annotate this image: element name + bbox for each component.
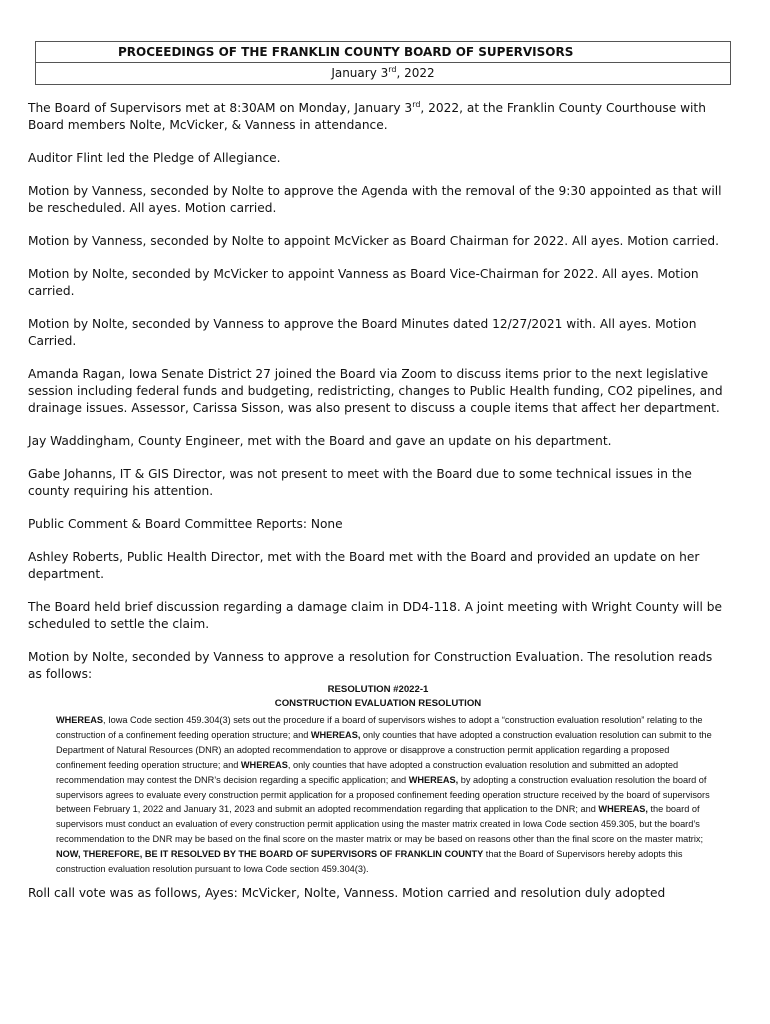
- resolution-clause: , only counties that have adopted a construction evaluation resolution and submitted an adopted recommendation may contest the DNR’s decision regarding a specific application; and: [56, 759, 679, 785]
- whereas-keyword: WHEREAS,: [598, 804, 648, 815]
- document-title: PROCEEDINGS OF THE FRANKLIN COUNTY BOARD OF SUPERVISORS: [36, 42, 730, 63]
- paragraph-chairman-motion: Motion by Vanness, seconded by Nolte to appoint McVicker as Board Chairman for 2022. All ayes. Motion carried.: [28, 234, 719, 248]
- resolved-keyword: NOW, THEREFORE, BE IT RESOLVED BY THE BOARD OF SUPERVISORS OF FRANKLIN COUNTY: [56, 849, 484, 860]
- paragraph-meeting-opened: [28, 100, 728, 134]
- header-box: [35, 41, 731, 85]
- date-prefix: January 3: [331, 66, 389, 80]
- paragraph-resolution-motion: Motion by Nolte, seconded by Vanness to approve a resolution for Construction Evaluation. The resolution reads as follows:: [28, 650, 713, 681]
- resolution-clause: , Iowa Code section 459.304(3) sets out the procedure if a board of supervisors wishes to adopt a “construction evaluation resolution” relating to the construction of a confinement feeding operation structure; and: [56, 715, 703, 740]
- resolution-clause: that the Board of Supervisors hereby adopts this construction evaluation resolution pursuant to Iowa Code section 459.304(3).: [56, 849, 683, 875]
- date-ordinal: rd: [388, 65, 397, 74]
- paragraph-pledge: Auditor Flint led the Pledge of Allegiance.: [28, 151, 281, 165]
- resolution-clause: by adopting a construction evaluation resolution the board of supervisors agrees to evaluate every construction permit application for a proposed confinement feeding operation structure received by the board of supervisors between February 1, 2022 and January 31, 2023 and submit an adopted recommendation regarding that application to the DNR; and: [56, 774, 710, 815]
- paragraph-public-health: Ashley Roberts, Public Health Director, met with the Board met with the Board and provided an update on her department.: [28, 550, 700, 581]
- paragraph-engineer-update: Jay Waddingham, County Engineer, met with the Board and gave an update on his department.: [28, 434, 612, 448]
- text-span: , 2022, at the Franklin County Courthouse with Board members Nolte, McVicker, & Vanness in attendance.: [28, 101, 706, 132]
- whereas-keyword: WHEREAS: [240, 759, 288, 770]
- resolution-clause: the board of supervisors must conduct an evaluation of every construction permit application using the master matrix created in Iowa Code section 459.305, but the board’s recommendation to the DNR may be based on the final score on the master matrix or may be based on reasons other than the final score on the master matrix;: [56, 804, 704, 845]
- minutes-body: [28, 100, 728, 918]
- paragraph-agenda-motion: Motion by Vanness, seconded by Nolte to approve the Agenda with the removal of the 9:30 appointed as that will be rescheduled. All ayes. Motion carried.: [28, 184, 722, 215]
- date-suffix: , 2022: [396, 66, 435, 80]
- paragraph-senator-zoom: Amanda Ragan, Iowa Senate District 27 joined the Board via Zoom to discuss items prior to the next legislative session including federal funds and budgeting, redistricting, changes to Public Health funding, CO2 pipelines, and drainage issues. Assessor, Carissa Sisson, was also present to discuss a couple items that affect her department.: [28, 367, 723, 415]
- whereas-keyword: WHEREAS: [56, 715, 103, 725]
- paragraph-minutes-motion: Motion by Nolte, seconded by Vanness to approve the Board Minutes dated 12/27/2021 with. All ayes. Motion Carried.: [28, 317, 697, 348]
- paragraph-roll-call: Roll call vote was as follows, Ayes: McVicker, Nolte, Vanness. Motion carried and resolution duly adopted: [28, 885, 666, 900]
- resolution-block: [28, 683, 728, 877]
- document-date: [36, 63, 730, 84]
- paragraph-vice-chairman-motion: Motion by Nolte, seconded by McVicker to appoint Vanness as Board Vice-Chairman for 2022. All ayes. Motion carried.: [28, 267, 699, 298]
- resolution-number: RESOLUTION #2022-1: [327, 684, 429, 695]
- ordinal-sup: rd: [412, 99, 421, 109]
- resolution-title: CONSTRUCTION EVALUATION RESOLUTION: [274, 698, 482, 709]
- resolution-clause: only counties that have adopted a construction evaluation resolution can submit to the Department of Natural Resources (DNR) an adopted recommendation to approve or disapprove a construction permit application regarding a proposed confinement feeding operation structure; and: [56, 729, 712, 770]
- whereas-keyword: WHEREAS,: [408, 774, 459, 785]
- paragraph-it-director: Gabe Johanns, IT & GIS Director, was not present to meet with the Board due to some technical issues in the county requiring his attention.: [28, 467, 692, 498]
- paragraph-public-comment: Public Comment & Board Committee Reports: None: [28, 517, 343, 531]
- paragraph-damage-claim: The Board held brief discussion regarding a damage claim in DD4-118. A joint meeting with Wright County will be scheduled to settle the claim.: [28, 600, 723, 631]
- whereas-keyword: WHEREAS,: [310, 729, 361, 740]
- text-span: The Board of Supervisors met at 8:30AM on Monday, January 3: [28, 101, 413, 115]
- resolution-text: [56, 713, 720, 877]
